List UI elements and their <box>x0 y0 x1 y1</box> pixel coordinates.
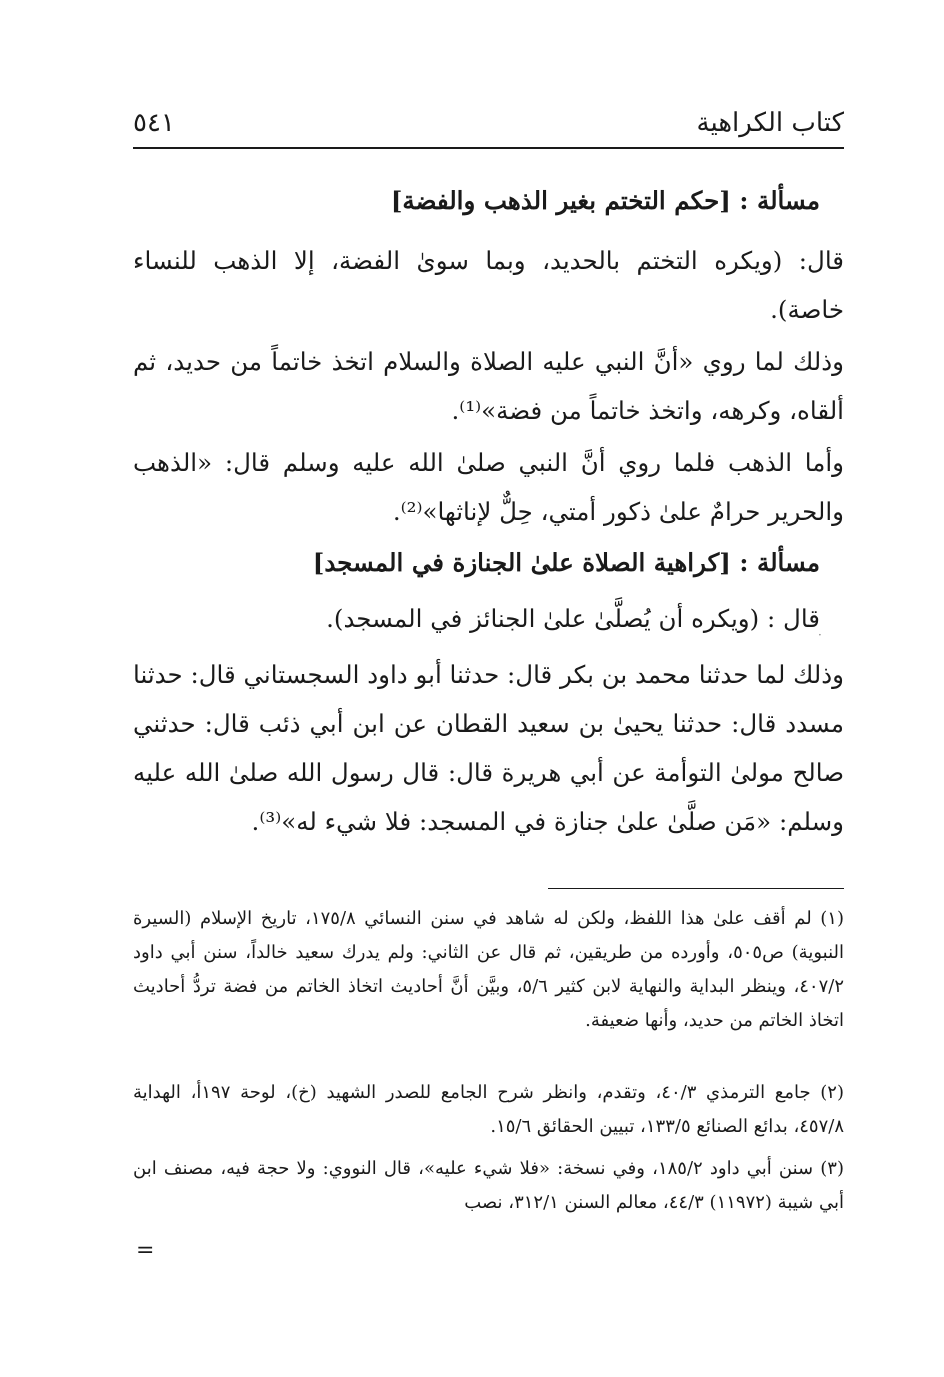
footnote-separator <box>548 888 844 889</box>
chapter-title: كتاب الكراهية <box>696 108 844 138</box>
paragraph-ring-ruling: قال: (ويكره التختم بالحديد، وبما سوىٰ الفضة، إلا الذهب للنساء خاصة). <box>133 246 844 324</box>
paragraph-gold-silk-hadith: وأما الذهب فلما روي أنَّ النبي صلىٰ الله عليه وسلم قال: «الذهب والحرير حرامٌ علىٰ ذكور أمتي، حِلٌّ لإناثها»⁽²⁾. <box>133 448 844 526</box>
footnote-1: (١) لم أقف علىٰ هذا اللفظ، ولكن له شاهد في سنن النسائي ١٧٥/٨، تاريخ الإسلام (السيرة النبوية) ص٥٠٥، وأورده من طريقين، ثم قال عن الثاني: ولم يدرك سعيد خالداً، سنن أبي داود ٤٠٧/٢، وينظر البداية والنهاية لابن كثير ٥/٦، وبيَّن أنَّ أحاديث اتخاذ الخاتم من فضة تردُّ أحاديث اتخاذ الخاتم من حديد، وأنها ضعيفة. <box>133 908 845 1031</box>
issue-heading-ring-material: مسألة : [حكم التختم بغير الذهب والفضة] <box>390 186 820 215</box>
paragraph-funeral-hadith: وذلك لما حدثنا محمد بن بكر قال: حدثنا أبو داود السجستاني قال: حدثنا مسدد قال: حدثنا يحيىٰ بن سعيد القطان عن ابن أبي ذئب قال: حدثني صالح مولىٰ التوأمة عن أبي هريرة قال: قال رسول الله صلىٰ الله عليه وسلم: «مَن صلَّىٰ علىٰ جنازة في المسجد: فلا شيء له»⁽³⁾. <box>133 660 844 836</box>
page-number: ٥٤١ <box>133 108 175 138</box>
page-header <box>133 98 844 146</box>
issue-heading-funeral-prayer: مسألة : [كراهية الصلاة علىٰ الجنازة في المسجد] <box>312 548 820 577</box>
scan-speck: · <box>818 628 822 642</box>
paragraph-silver-ring-hadith: وذلك لما روي «أنَّ النبي عليه الصلاة والسلام اتخذ خاتماً من حديد، ثم ألقاه، وكرهه، واتخذ خاتماً من فضة»⁽¹⁾. <box>133 347 844 425</box>
footnote-2: (٢) جامع الترمذي ٤٠/٣، وتقدم، وانظر شرح الجامع للصدر الشهيد (خ)، لوحة ١٩٧أ، الهداية ٤٥٧/٨، بدائع الصنائع ١٣٣/٥، تبيين الحقائق ١٥/٦. <box>133 1082 844 1137</box>
header-rule <box>133 147 844 149</box>
footnote-3: (٣) سنن أبي داود ١٨٥/٢، وفي نسخة: «فلا شيء عليه»، قال النووي: ولا حجة فيه، مصنف ابن أبي شيبة (١١٩٧٢) ٤٤/٣، معالم السنن ٣١٢/١، نصب <box>133 1158 844 1213</box>
continuation-mark: = <box>136 1238 155 1263</box>
paragraph-funeral-ruling: قال : (ويكره أن يُصلَّىٰ علىٰ الجنائز في المسجد). <box>326 604 820 633</box>
